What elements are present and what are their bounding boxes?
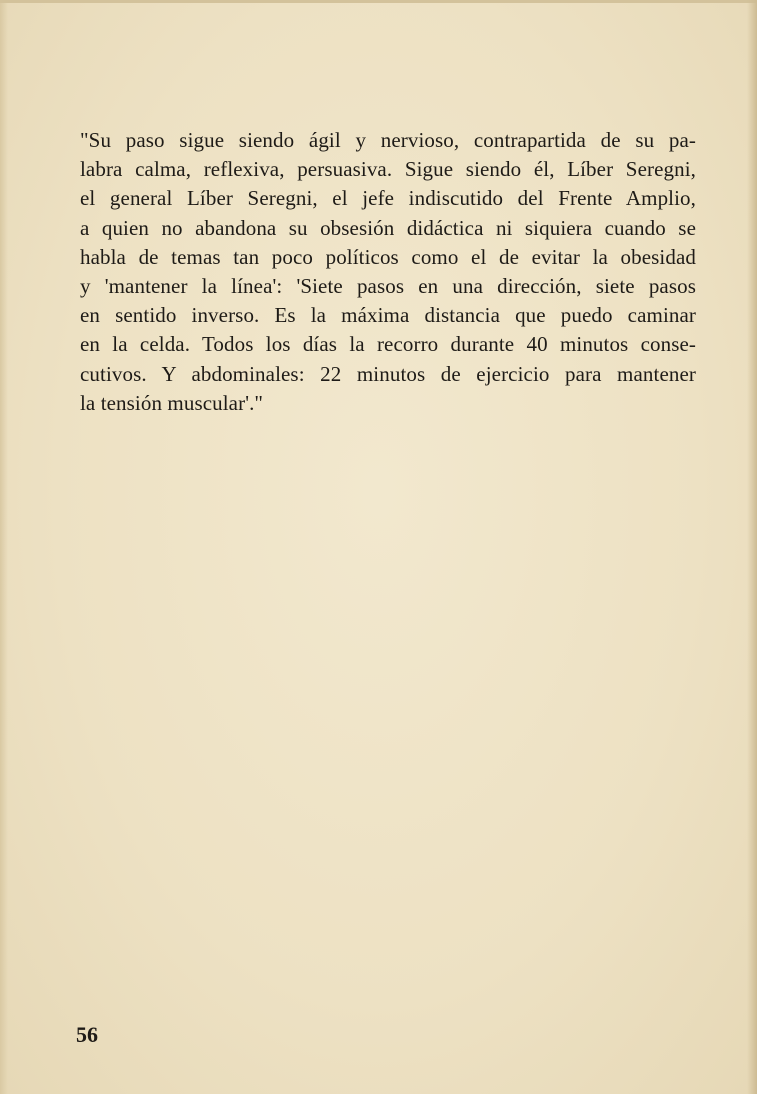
page-number: 56: [76, 1022, 98, 1047]
paragraph-line: en la celda. Todos los días la recorro durante 40 minutos conse-: [80, 332, 696, 357]
paragraph-line: cutivos. Y abdominales: 22 minutos de ejercicio para mantener: [80, 361, 696, 386]
paragraph-line: "Su paso sigue siendo ágil y nervioso, contrapartida de su pa-: [80, 128, 696, 152]
paragraph-line: a quien no abandona su obsesión didáctica ni siquiera cuando se: [80, 215, 696, 240]
paragraph-line: el general Líber Seregni, el jefe indiscutido del Frente Amplio,: [80, 186, 696, 211]
paragraph-line: en sentido inverso. Es la máxima distancia que puedo caminar: [80, 303, 696, 328]
paragraph-line: habla de temas tan poco políticos como el de evitar la obesidad: [80, 244, 696, 269]
paragraph-line: la tensión muscular'.": [80, 390, 264, 415]
quote-paragraph: [80, 126, 696, 418]
page-top-edge: [0, 0, 757, 3]
paragraph-line: y 'mantener la línea': 'Siete pasos en una dirección, siete pasos: [80, 274, 696, 299]
paragraph-line: labra calma, reflexiva, persuasiva. Sigue siendo él, Líber Seregni,: [80, 157, 696, 182]
